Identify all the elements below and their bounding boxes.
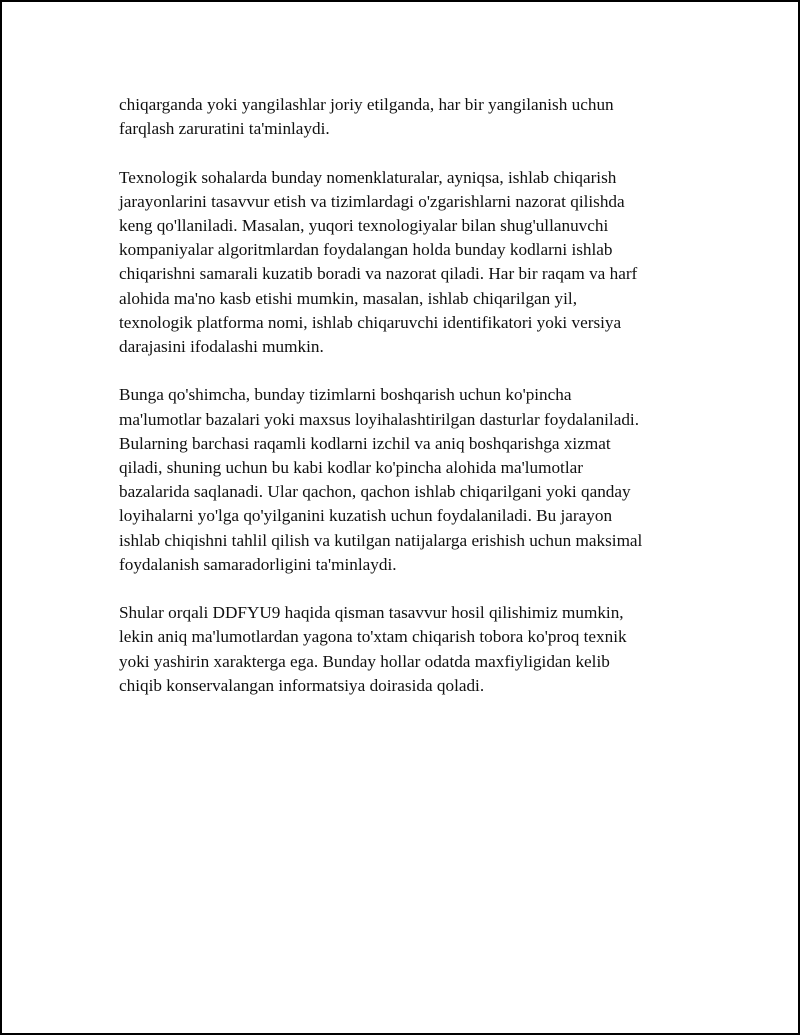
paragraph-3: Bunga qo'shimcha, bunday tizimlarni boshqarish uchun ko'pincha ma'lumotlar bazalari yoki maxsus loyihalashtirilgan dasturlar foydalaniladi. Bularning barchasi raqamli kodlarni izchil va aniq boshqarishga xizmat qiladi, shuning uchun bu kabi kodlar ko'pincha alohida ma'lumotlar bazalarida saqlanadi. Ular qachon, qachon ishlab chiqarilgani yoki qanday loyihalarni yo'lga qo'yilganini kuzatish uchun foydalaniladi. Bu jarayon ishlab chiqishni tahlil qilish va kutilgan natijalarga erishish uchun maksimal foydalanish samaradorligini ta'minlaydi.	[119, 385, 643, 574]
paragraph-1: chiqarganda yoki yangilashlar joriy etilganda, har bir yangilanish uchun farqlash zaruratini ta'minlaydi.	[119, 95, 614, 139]
document-body	[119, 93, 699, 722]
paragraph-2: Texnologik sohalarda bunday nomenklaturalar, ayniqsa, ishlab chiqarish jarayonlarini tasavvur etish va tizimlardagi o'zgarishlarni nazorat qilishda keng qo'llaniladi. Masalan, yuqori texnologiyalar bilan shug'ullanuvchi kompaniyalar algoritmlardan foydalangan holda bunday kodlarni ishlab chiqarishni samarali kuzatib boradi va nazorat qiladi. Har bir raqam va harf alohida ma'no kasb etishi mumkin, masalan, ishlab chiqarilgan yil, texnologik platforma nomi, ishlab chiqaruvchi identifikatori yoki versiya darajasini ifodalashi mumkin.	[119, 167, 638, 357]
paragraph-4: Shular orqali DDFYU9 haqida qisman tasavvur hosil qilishimiz mumkin, lekin aniq ma'lumotlardan yagona to'xtam chiqarish tobora ko'proq texnik yoki yashirin xarakterga ega. Bunday hollar odatda maxfiyligidan kelib chiqib konservalangan informatsiya doirasida qoladi.	[119, 603, 627, 695]
